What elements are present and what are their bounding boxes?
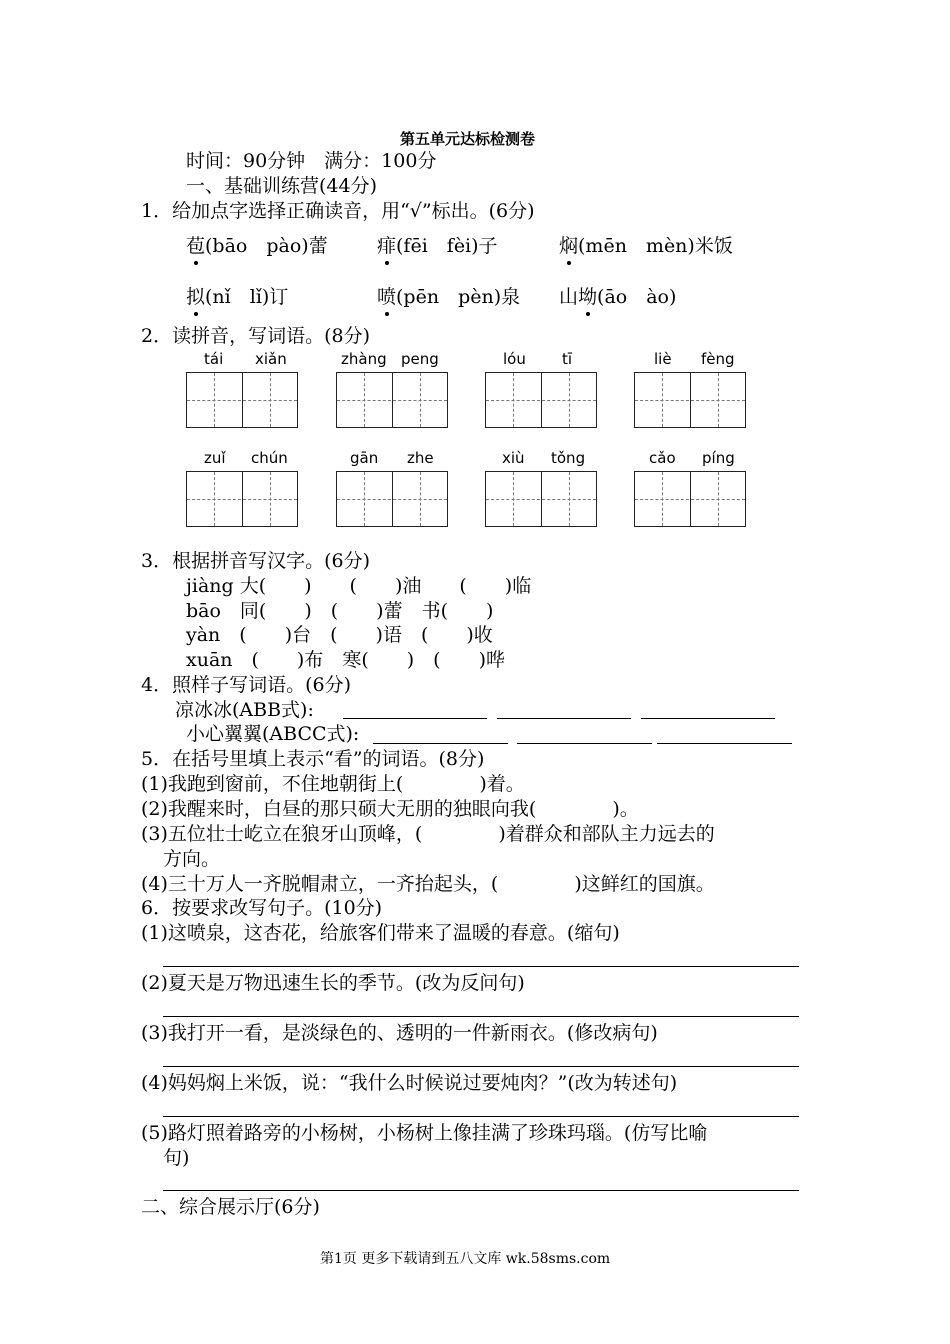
answer-line[interactable] <box>163 1066 799 1067</box>
question-6-heading: 6．按要求改写句子。(10分) <box>141 897 383 919</box>
q5-line: (4)三十万人一齐脱帽肃立，一齐抬起头，( )这鲜红的国旗。 <box>141 873 715 895</box>
q6-item: (5)路灯照着路旁的小杨树，小杨树上像挂满了珍珠玛瑙。(仿写比喻 <box>141 1122 708 1144</box>
q5-line: (1)我跑到窗前，不住地朝街上( )着。 <box>141 773 525 795</box>
pinyin-label: xiǎn <box>255 350 287 368</box>
q1-item: 拟(nǐ lǐ)订 <box>186 286 289 308</box>
answer-line[interactable] <box>657 743 792 744</box>
dotted-char: 坳 <box>578 286 598 308</box>
answer-line[interactable] <box>497 718 631 719</box>
section-heading-2: 二、综合展示厅(6分) <box>141 1196 320 1218</box>
pinyin-label: cǎo <box>649 449 676 467</box>
writing-grid[interactable] <box>485 372 597 428</box>
dotted-char: 焖 <box>559 235 579 257</box>
writing-grid[interactable] <box>485 471 597 527</box>
writing-grid[interactable] <box>186 372 298 428</box>
pinyin-label: píng <box>702 449 735 467</box>
q4-line-label: 小心翼翼(ABCC式): <box>186 723 360 745</box>
question-5-heading: 5．在括号里填上表示“看”的词语。(8分) <box>141 748 485 770</box>
writing-grid[interactable] <box>336 471 448 527</box>
answer-line[interactable] <box>343 718 487 719</box>
answer-line[interactable] <box>517 743 652 744</box>
q1-item: 苞(bāo pào)蕾 <box>186 235 328 257</box>
pinyin-label: fèng <box>701 350 735 368</box>
pinyin-label: zhàng <box>341 350 387 368</box>
q5-line: (3)五位壮士屹立在狼牙山顶峰，( )着群众和部队主力远去的 <box>141 823 715 845</box>
section-heading-1: 一、基础训练营(44分) <box>186 175 378 197</box>
pinyin-label: tī <box>562 350 573 368</box>
page-footer: 第1页 更多下载请到五八文库 wk.58sms.com <box>320 1251 611 1267</box>
dotted-char: 拟 <box>186 286 206 308</box>
writing-grid[interactable] <box>186 471 298 527</box>
writing-grid[interactable] <box>634 471 746 527</box>
q5-line: 方向。 <box>163 848 221 870</box>
dotted-char: 喷 <box>377 286 397 308</box>
pinyin-label: zhe <box>407 449 434 467</box>
answer-line[interactable] <box>373 743 508 744</box>
q4-line-label: 凉冰冰(ABB式): <box>175 699 314 721</box>
q6-item: (4)妈妈焖上米饭，说：“我什么时候说过要炖肉？”(改为转述句) <box>141 1072 678 1094</box>
q1-item: 山坳(āo ào) <box>559 286 677 308</box>
q3-row: xuān ( )布 寒( ) ( )哗 <box>186 649 505 671</box>
pinyin-label: gān <box>350 449 379 467</box>
question-2-heading: 2．读拼音，写词语。(8分) <box>141 325 371 347</box>
pinyin-label: xiù <box>502 449 525 467</box>
writing-grid[interactable] <box>336 372 448 428</box>
dotted-char: 苞 <box>186 235 206 257</box>
pinyin-label: lóu <box>503 350 526 368</box>
writing-grid[interactable] <box>634 372 746 428</box>
q6-item: (1)这喷泉，这杏花，给旅客们带来了温暖的春意。(缩句) <box>141 922 620 944</box>
dotted-char: 痱 <box>377 235 397 257</box>
answer-line[interactable] <box>163 1116 799 1117</box>
pinyin-label: tǒng <box>551 449 586 467</box>
pinyin-label: peng <box>401 350 439 368</box>
q1-item: 痱(fēi fèi)子 <box>377 235 498 257</box>
q1-item: 喷(pēn pèn)泉 <box>377 286 521 308</box>
q6-item: (2)夏天是万物迅速生长的季节。(改为反问句) <box>141 972 525 994</box>
question-1-heading: 1．给加点字选择正确读音，用“√”标出。(6分) <box>141 200 535 222</box>
q3-row: yàn ( )台 ( )语 ( )收 <box>186 624 493 646</box>
question-4-heading: 4．照样子写词语。(6分) <box>141 674 352 696</box>
answer-line[interactable] <box>163 966 799 967</box>
q5-line: (2)我醒来时，白昼的那只硕大无朋的独眼向我( )。 <box>141 798 639 820</box>
page-title: 第五单元达标检测卷 <box>400 130 536 148</box>
answer-line[interactable] <box>641 718 775 719</box>
pinyin-label: chún <box>251 449 288 467</box>
answer-line[interactable] <box>163 1190 799 1191</box>
question-3-heading: 3．根据拼音写汉字。(6分) <box>141 550 371 572</box>
answer-line[interactable] <box>163 1016 799 1017</box>
q6-item: 句) <box>163 1147 190 1169</box>
q3-row: jiàng 大( ) ( )油 ( )临 <box>186 575 532 597</box>
pinyin-label: tái <box>204 350 224 368</box>
pinyin-label: zuǐ <box>204 449 226 467</box>
q1-item: 焖(mēn mèn)米饭 <box>559 235 733 257</box>
pinyin-label: liè <box>654 350 672 368</box>
q6-item: (3)我打开一看，是淡绿色的、透明的一件新雨衣。(修改病句) <box>141 1022 658 1044</box>
q3-row: bāo 同( ) ( )蕾 书( ) <box>186 600 494 622</box>
time-info: 时间：90分钟 满分：100分 <box>186 150 437 172</box>
